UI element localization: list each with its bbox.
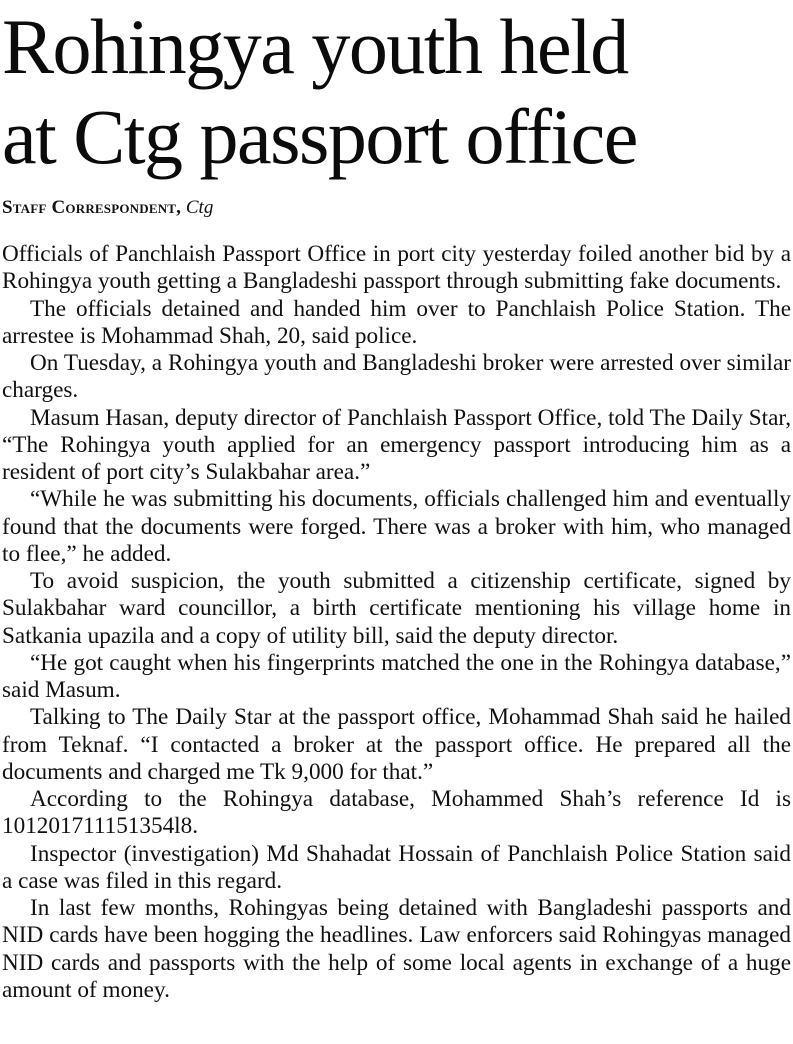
paragraph-5: “While he was submitting his documents, officials challenged him and eventually found that the documents were forged. There was a broker with him, who managed to flee,” he added. (2, 486, 791, 567)
paragraph-9: According to the Rohingya database, Mohammed Shah’s reference Id is 101201711151354l8. (2, 786, 791, 840)
paragraph-7: “He got caught when his fingerprints matched the one in the Rohingya database,” said Masum. (2, 649, 791, 703)
paragraph-11: In last few months, Rohingyas being detained with Bangladeshi passports and NID cards have been hogging the headlines. Law enforcers said Rohingyas managed NID cards and passports with the help of some local agents in exchange of a huge amount of money. (2, 895, 791, 1003)
paragraph-2: The officials detained and handed him over to Panchlaish Police Station. The arrestee is Mohammad Shah, 20, said police. (2, 295, 791, 349)
paragraph-3: On Tuesday, a Rohingya youth and Bangladeshi broker were arrested over similar charges. (2, 350, 791, 404)
paragraph-4: Masum Hasan, deputy director of Panchlaish Passport Office, told The Daily Star, “The Rohingya youth applied for an emergency passport introducing him as a resident of port city’s Sulakbahar area.” (2, 404, 791, 485)
byline (2, 197, 213, 219)
paragraph-8: Talking to The Daily Star at the passport office, Mohammad Shah said he hailed from Teknaf. “I contacted a broker at the passport office. He prepared all the documents and charged me Tk 9,000 for that.” (2, 704, 791, 785)
headline-line-1: Rohingya youth held (2, 3, 628, 90)
byline-location: Ctg (185, 197, 214, 218)
article-body (2, 241, 791, 1004)
paragraph-6: To avoid suspicion, the youth submitted a citizenship certificate, signed by Sulakbahar ward councillor, a birth certificate mentioning his village home in Satkania upazila and a copy of utility bill, said the deputy director. (2, 568, 791, 649)
byline-author: Staff Correspondent, (2, 197, 182, 218)
headline-line-2: at Ctg passport office (2, 93, 637, 180)
paragraph-10: Inspector (investigation) Md Shahadat Hossain of Panchlaish Police Station said a case was filed in this regard. (2, 840, 791, 894)
paragraph-1: Officials of Panchlaish Passport Office in port city yesterday foiled another bid by a Rohingya youth getting a Bangladeshi passport through submitting fake documents. (2, 241, 791, 295)
